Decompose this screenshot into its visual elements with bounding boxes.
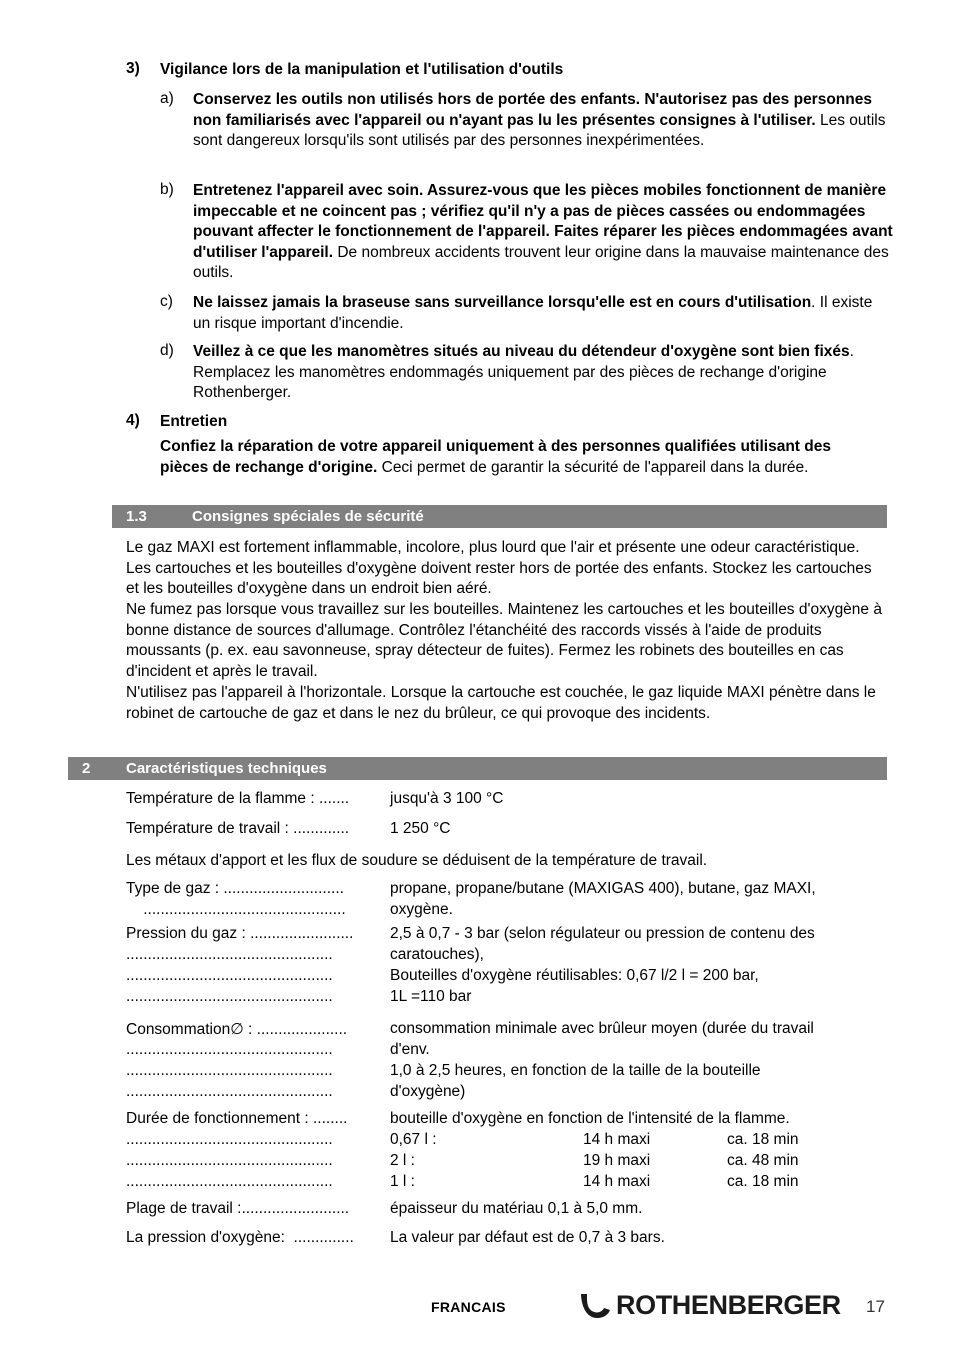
spec-leader-row-2: ................................................ xyxy=(126,1152,333,1169)
spec-label-consumption: Consommation∅ : ..................... xyxy=(126,1021,348,1038)
section-1-3-paragraph-3: N'utilisez pas l'appareil à l'horizontale. Lorsque la cartouche est couchée, le gaz liquide MAXI pénètre dans le robinet de cartouche de gaz et dans le nez du brûleur, ce qui provoque des incidents. xyxy=(126,684,876,722)
section-2-number: 2 xyxy=(82,760,91,777)
spec-leader-gas-pressure-2: ................................................ xyxy=(126,946,333,963)
spec-leader-gas-pressure-3: ................................................ xyxy=(126,967,333,984)
spec-label-work-range: Plage de travail :......................... xyxy=(126,1200,350,1217)
spec-value-consumption-2: d'env. xyxy=(390,1041,430,1058)
spec-leader-row-1: ................................................ xyxy=(126,1131,333,1148)
section-1-3-title: Consignes spéciales de sécurité xyxy=(192,508,424,525)
spec-value-oxygen-pressure: La valeur par défaut est de 0,7 à 3 bars. xyxy=(390,1229,665,1246)
list-item-b-bold: Entretenez l'appareil avec soin. Assurez-vous que les pièces mobiles fonctionnent de manière impeccable et ne coincent pas ; vérifiez qu'il n'y a pas de pièces cassées ou endommagées pouvant affecter le fonctionnement de l'appareil. Faites réparer les pièces endommagées avant d'utiliser l'appareil. xyxy=(193,182,893,261)
list-item-b-text xyxy=(193,181,893,284)
spec-leader-consumption-4: ................................................ xyxy=(126,1083,333,1100)
section-1-3-paragraph-1: Le gaz MAXI est fortement inflammable, incolore, plus lourd que l'air et présente une odeur caractéristique. Les cartouches et les bouteilles d'oxygène doivent rester hors de portée des enfants. Stockez les cartouches et les bouteilles d'oxygène dans un endroit bien aéré. xyxy=(126,539,872,598)
swoosh-icon xyxy=(578,1290,618,1322)
spec-value-gas-pressure-2: caratouches), xyxy=(390,946,484,963)
spec-label-gas-pressure: Pression du gaz : ........................ xyxy=(126,925,354,942)
entretien-body-bold: Confiez la réparation de votre appareil uniquement à des personnes qualifiées utilisant des pièces de rechange d'origine. xyxy=(160,438,831,476)
spec-label-flame-temp: Température de la flamme : ....... xyxy=(126,790,350,807)
section-2-title: Caractéristiques techniques xyxy=(126,760,327,777)
spec-label-work-temp: Température de travail : ............. xyxy=(126,820,350,837)
spec-note: Les métaux d'apport et les flux de soudure se déduisent de la température de travail. xyxy=(126,852,708,869)
list-item-a-text xyxy=(193,90,893,152)
section-heading-1-3 xyxy=(112,505,887,528)
spec-bottle-size-2: 2 l : xyxy=(390,1152,415,1169)
rothenberger-logo xyxy=(578,1288,841,1324)
list-item-4-bold: Entretien xyxy=(160,413,228,430)
list-marker-b: b) xyxy=(160,181,174,198)
page-number: 17 xyxy=(866,1297,885,1316)
spec-label-oxygen-pressure: La pression d'oxygène: .............. xyxy=(126,1229,354,1246)
spec-bottle-size-3: 1 l : xyxy=(390,1173,415,1190)
spec-max-time-2: 19 h maxi xyxy=(583,1152,651,1169)
spec-value-consumption-3: 1,0 à 2,5 heures, en fonction de la taille de la bouteille xyxy=(390,1062,761,1079)
spec-value-gas-type-cont: oxygène. xyxy=(390,901,453,918)
list-item-d-bold: Veillez à ce que les manomètres situés au niveau du détendeur d'oxygène sont bien fixés xyxy=(193,343,850,360)
list-item-d-normal: . Remplacez les manomètres endommagés uniquement par des pièces de rechange d'origine Rothenberger. xyxy=(193,343,854,402)
spec-value-gas-type: propane, propane/butane (MAXIGAS 400), butane, gaz MAXI, xyxy=(390,880,816,897)
list-item-b-normal: De nombreux accidents trouvent leur origine dans la mauvaise maintenance des outils. xyxy=(193,243,889,282)
spec-label-operating-time: Durée de fonctionnement : ........ xyxy=(126,1110,348,1127)
list-marker-d: d) xyxy=(160,342,174,359)
spec-leader-consumption-3: ................................................ xyxy=(126,1062,333,1079)
spec-leader-consumption-2: ................................................ xyxy=(126,1041,333,1058)
list-item-3-bold: Vigilance lors de la manipulation et l'utilisation d'outils xyxy=(160,61,564,78)
spec-value-work-temp: 1 250 °C xyxy=(390,820,451,837)
list-marker-4: 4) xyxy=(126,412,140,429)
spec-leader-gas-type-cont: ............................................... xyxy=(126,901,346,918)
spec-leader-row-3: ................................................ xyxy=(126,1173,333,1190)
spec-value-gas-pressure-3: Bouteilles d'oxygène réutilisables: 0,67 l/2 l = 200 bar, xyxy=(390,967,759,984)
spec-value-gas-pressure: 2,5 à 0,7 - 3 bar (selon régulateur ou pression de contenu des xyxy=(390,925,815,942)
list-item-d-text xyxy=(193,342,893,404)
spec-value-consumption: consommation minimale avec brûleur moyen (durée du travail xyxy=(390,1020,814,1037)
list-item-c-bold: Ne laissez jamais la braseuse sans surveillance lorsqu'elle est en cours d'utilisation xyxy=(193,294,812,311)
spec-bottle-size-1: 0,67 l : xyxy=(390,1131,437,1148)
list-item-a-bold: Conservez les outils non utilisés hors de portée des enfants. N'autorisez pas des personnes non familiarisés avec l'appareil ou n'ayant pas lu les présentes consignes à l'utiliser. xyxy=(193,91,872,129)
spec-leader-gas-pressure-4: ................................................ xyxy=(126,988,333,1005)
list-marker-c: c) xyxy=(160,293,173,310)
spec-value-flame-temp: jusqu'à 3 100 °C xyxy=(390,790,504,807)
spec-value-operating-time: bouteille d'oxygène en fonction de l'intensité de la flamme. xyxy=(390,1110,790,1127)
list-marker-a: a) xyxy=(160,90,174,107)
list-item-c-normal: . Il existe un risque important d'incendie. xyxy=(193,294,873,332)
section-1-3-number: 1.3 xyxy=(126,508,147,525)
list-item-c-text xyxy=(193,293,893,334)
list-item-4-text xyxy=(160,412,890,433)
spec-max-time-1: 14 h maxi xyxy=(583,1131,651,1148)
section-heading-2 xyxy=(68,757,887,780)
rothenberger-wordmark: ROTHENBERGER xyxy=(616,1290,841,1320)
list-item-a-normal: Les outils sont dangereux lorsqu'ils sont utilisés par des personnes inexpérimentées. xyxy=(193,111,886,150)
spec-max-time-3: 14 h maxi xyxy=(583,1173,651,1190)
list-item-3-text xyxy=(160,60,890,81)
entretien-body xyxy=(160,437,880,478)
spec-approx-time-3: ca. 18 min xyxy=(727,1173,799,1190)
section-1-3-paragraph-2: Ne fumez pas lorsque vous travaillez sur les bouteilles. Maintenez les cartouches et les bouteilles d'oxygène à bonne distance de sources d'allumage. Contrôlez l'étanchéité des raccords vissés à l'aide de produits moussants (p. ex. eau savonneuse, spray détecteur de fuites). Fermez les robinets des bouteilles en cas d'incident et après le travail. xyxy=(126,601,882,680)
spec-approx-time-2: ca. 48 min xyxy=(727,1152,799,1169)
footer-language: FRANCAIS xyxy=(431,1299,506,1315)
spec-value-gas-pressure-4: 1L =110 bar xyxy=(390,988,472,1005)
spec-approx-time-1: ca. 18 min xyxy=(727,1131,799,1148)
spec-value-consumption-4: d'oxygène) xyxy=(390,1083,466,1100)
spec-value-work-range: épaisseur du matériau 0,1 à 5,0 mm. xyxy=(390,1200,643,1217)
spec-label-gas-type: Type de gaz : ............................ xyxy=(126,880,344,897)
entretien-body-normal: Ceci permet de garantir la sécurité de l'appareil dans la durée. xyxy=(377,458,809,476)
list-marker-3: 3) xyxy=(126,60,140,77)
